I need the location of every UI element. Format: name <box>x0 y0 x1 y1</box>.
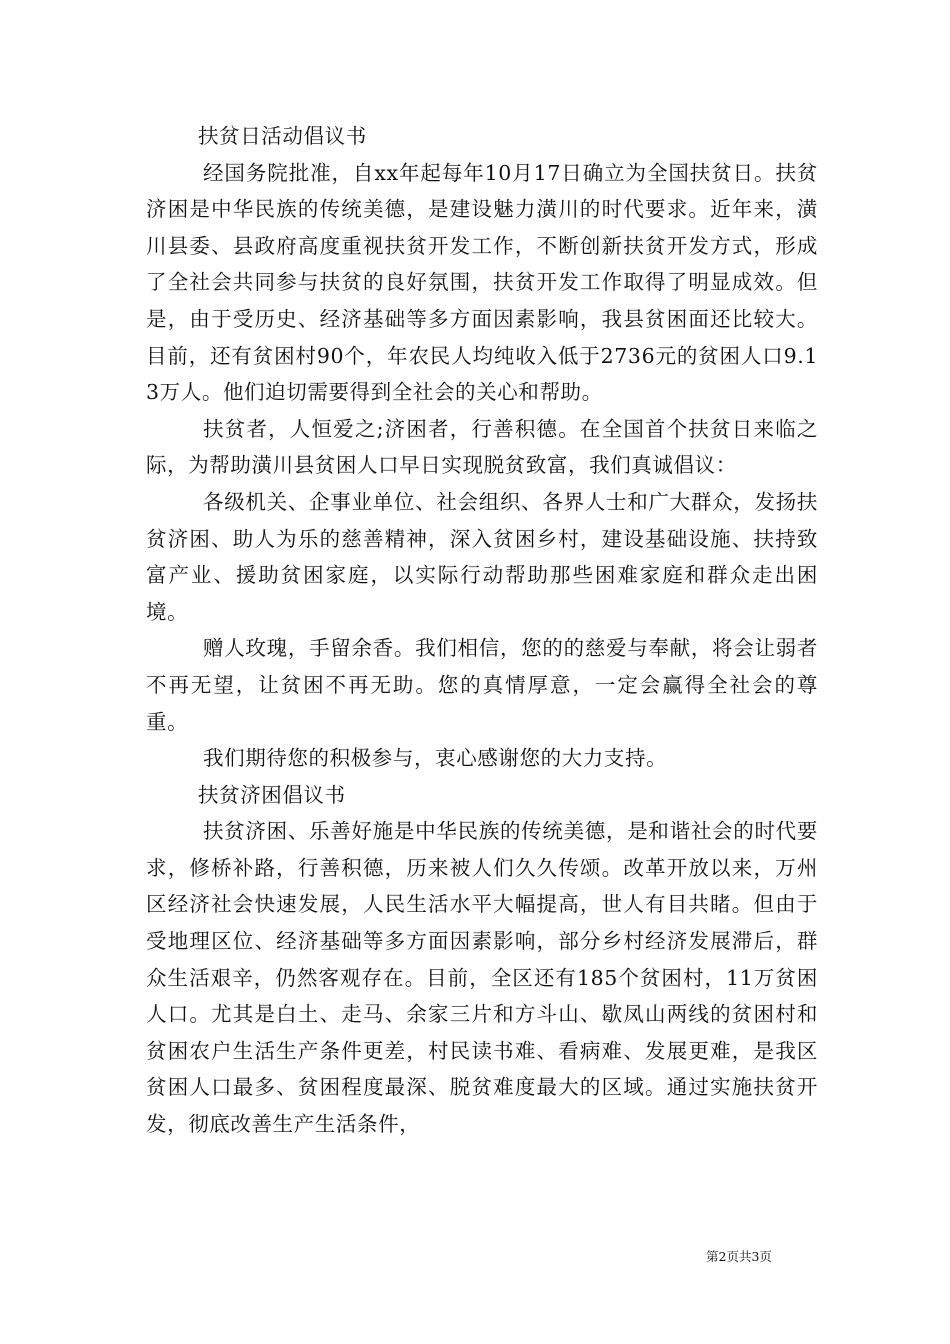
section-title-poverty-day: 扶贫日活动倡议书 <box>198 124 367 148</box>
document-body <box>146 118 818 1143</box>
paragraph-call-to-action: 各级机关、企事业单位、社会组织、各界人士和广大群众，发扬扶贫济困、助人为乐的慈善精神，深入贫困乡村，建设基础设施、扶持致富产业、援助贫困家庭，以实际行动帮助那些困难家庭和群众走出困境。 <box>146 489 818 624</box>
paragraph-intro: 经国务院批准，自xx年起每年10月17日确立为全国扶贫日。扶贫济困是中华民族的传统美德，是建设魅力潢川的时代要求。近年来，潢川县委、县政府高度重视扶贫开发工作，不断创新扶贫开发方式，形成了全社会共同参与扶贫的良好氛围，扶贫开发工作取得了明显成效。但是，由于受历史、经济基础等多方面因素影响，我县贫困面还比较大。目前，还有贫困村90个，年农民人均纯收入低于2736元的贫困人口9.13万人。他们迫切需要得到全社会的关心和帮助。 <box>146 160 818 405</box>
paragraph-rose: 赠人玫瑰，手留余香。我们相信，您的的慈爱与奉献，将会让弱者不再无望，让贫困不再无助。您的真情厚意，一定会赢得全社会的尊重。 <box>146 636 818 734</box>
section-title-charity: 扶贫济困倡议书 <box>198 782 346 807</box>
page-number-footer: 第2页共3页 <box>706 1249 772 1264</box>
paragraph-wanzhou: 扶贫济困、乐善好施是中华民族的传统美德，是和谐社会的时代要求，修桥补路，行善积德，历来被人们久久传颂。改革开放以来，万州区经济社会快速发展，人民生活水平大幅提高，世人有目共睹。但由于受地理区位、经济基础等多方面因素影响，部分乡村经济发展滞后，群众生活艰辛，仍然客观存在。目前，全区还有185个贫困村，11万贫困人口。尤其是白土、走马、余家三片和方斗山、歇凤山两线的贫困村和贫困农户生活生产条件更差，村民读书难、看病难、发展更难，是我区贫困人口最多、贫困程度最深、脱贫难度最大的区域。通过实施扶贫开发，彻底改善生产生活条件， <box>146 819 818 1137</box>
paragraph-thanks: 我们期待您的积极参与，衷心感谢您的大力支持。 <box>203 746 668 771</box>
paragraph-appeal: 扶贫者，人恒爱之;济困者，行善积德。在全国首个扶贫日来临之际，为帮助潢川县贫困人口早日实现脱贫致富，我们真诚倡议： <box>146 416 818 478</box>
